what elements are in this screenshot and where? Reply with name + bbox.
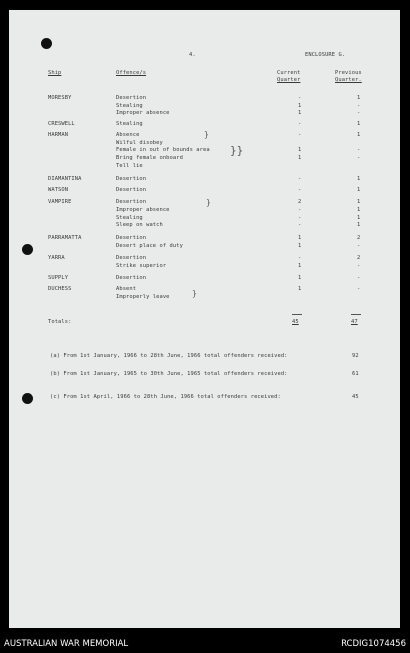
offence-text: Sleep on watch [116,222,163,228]
brace: } [192,289,197,298]
current-count: 1 [298,243,302,249]
current-count: 1 [298,155,302,161]
offence-text: Desertion [116,199,147,205]
current-count: 1 [298,286,302,292]
previous-count: - [357,110,361,116]
offence-text: Desertion [116,235,147,241]
current-count: - [298,95,302,101]
current-count: - [298,121,302,127]
offence-text: Tell lie [116,163,143,169]
header-previous: Previous [335,70,362,76]
footer-source: AUSTRALIAN WAR MEMORIAL [4,639,129,649]
current-count: 1 [298,235,302,241]
previous-count: - [357,243,361,249]
note-a: (a) From 1st January, 1966 to 28th June, 1966 total offenders received: [50,353,288,359]
current-count: - [298,255,302,261]
ship-name: YARRA [48,255,65,261]
note-b: (b) From 1st January, 1965 to 30th June, 1965 total offenders received: [50,371,288,377]
previous-count: 2 [357,255,361,261]
document-page [9,10,400,628]
current-count: - [298,132,302,138]
note-b-value: 61 [352,371,359,377]
ship-name: DIAMANTINA [48,176,82,182]
ship-name: HARMAN [48,132,69,138]
ship-name: DUCHESS [48,286,72,292]
previous-count: - [357,286,361,292]
header-offences: Offence/s [116,70,147,76]
offence-text: Improperly leave [116,294,170,300]
offence-text: Improper absence [116,110,170,116]
previous-count: 1 [357,207,361,213]
current-count: - [298,207,302,213]
previous-count: 1 [357,187,361,193]
current-count: 1 [298,263,302,269]
offence-text: Stealing [116,215,143,221]
current-count: 1 [298,110,302,116]
previous-count: 1 [357,95,361,101]
header-current-quarter: Quarter [277,77,301,83]
offence-text: Strike superior [116,263,167,269]
current-count: - [298,187,302,193]
brace: }} [230,144,244,157]
current-count: - [298,222,302,228]
note-c-value: 45 [352,394,359,400]
brace: } [204,130,209,139]
current-count: 1 [298,147,302,153]
previous-count: 1 [357,176,361,182]
offence-text: Absent [116,286,137,292]
previous-count: - [357,103,361,109]
current-count: 2 [298,199,302,205]
previous-count: 1 [357,215,361,221]
offence-text: Female in out of bounds area [116,147,210,153]
current-count: - [298,176,302,182]
offence-text: Wilful disobey [116,140,163,146]
punch-hole [41,38,52,49]
offence-text: Bring female onboard [116,155,183,161]
ship-name: SUPPLY [48,275,69,281]
total-rule [292,314,302,315]
offence-text: Stealing [116,121,143,127]
offence-text: Desertion [116,255,147,261]
offence-text: Improper absence [116,207,170,213]
previous-count: - [357,155,361,161]
enclosure-label: ENCLOSURE G. [305,52,346,58]
offence-text: Desert place of duty [116,243,183,249]
note-a-value: 92 [352,353,359,359]
previous-count: - [357,275,361,281]
page-number: 4. [189,52,196,58]
previous-count: - [357,147,361,153]
note-c: (c) From 1st April, 1966 to 28th June, 1966 total offenders received: [50,394,281,400]
previous-count: 1 [357,222,361,228]
offence-text: Stealing [116,103,143,109]
previous-count: 2 [357,235,361,241]
current-count: 1 [298,275,302,281]
offence-text: Desertion [116,275,147,281]
punch-hole [22,393,33,404]
total-rule [351,314,361,315]
current-count: - [298,215,302,221]
total-current: 45 [292,319,299,325]
previous-count: 1 [357,132,361,138]
total-previous: 47 [351,319,358,325]
previous-count: 1 [357,121,361,127]
current-count: 1 [298,103,302,109]
previous-count: 1 [357,199,361,205]
previous-count: - [357,263,361,269]
ship-name: VAMPIRE [48,199,72,205]
footer-id: RCDIG1074456 [341,639,406,649]
brace: } [206,198,211,207]
header-current: Current [277,70,301,76]
offence-text: Desertion [116,187,147,193]
totals-label: Totals: [48,319,72,325]
header-previous-quarter: Quarter. [335,77,362,83]
offence-text: Absence [116,132,140,138]
punch-hole [22,244,33,255]
header-ship: Ship [48,70,62,76]
ship-name: PARRAMATTA [48,235,82,241]
ship-name: WATSON [48,187,69,193]
ship-name: CRESWELL [48,121,75,127]
footer-bar [0,628,410,653]
offence-text: Desertion [116,95,147,101]
ship-name: MORESBY [48,95,72,101]
offence-text: Desertion [116,176,147,182]
